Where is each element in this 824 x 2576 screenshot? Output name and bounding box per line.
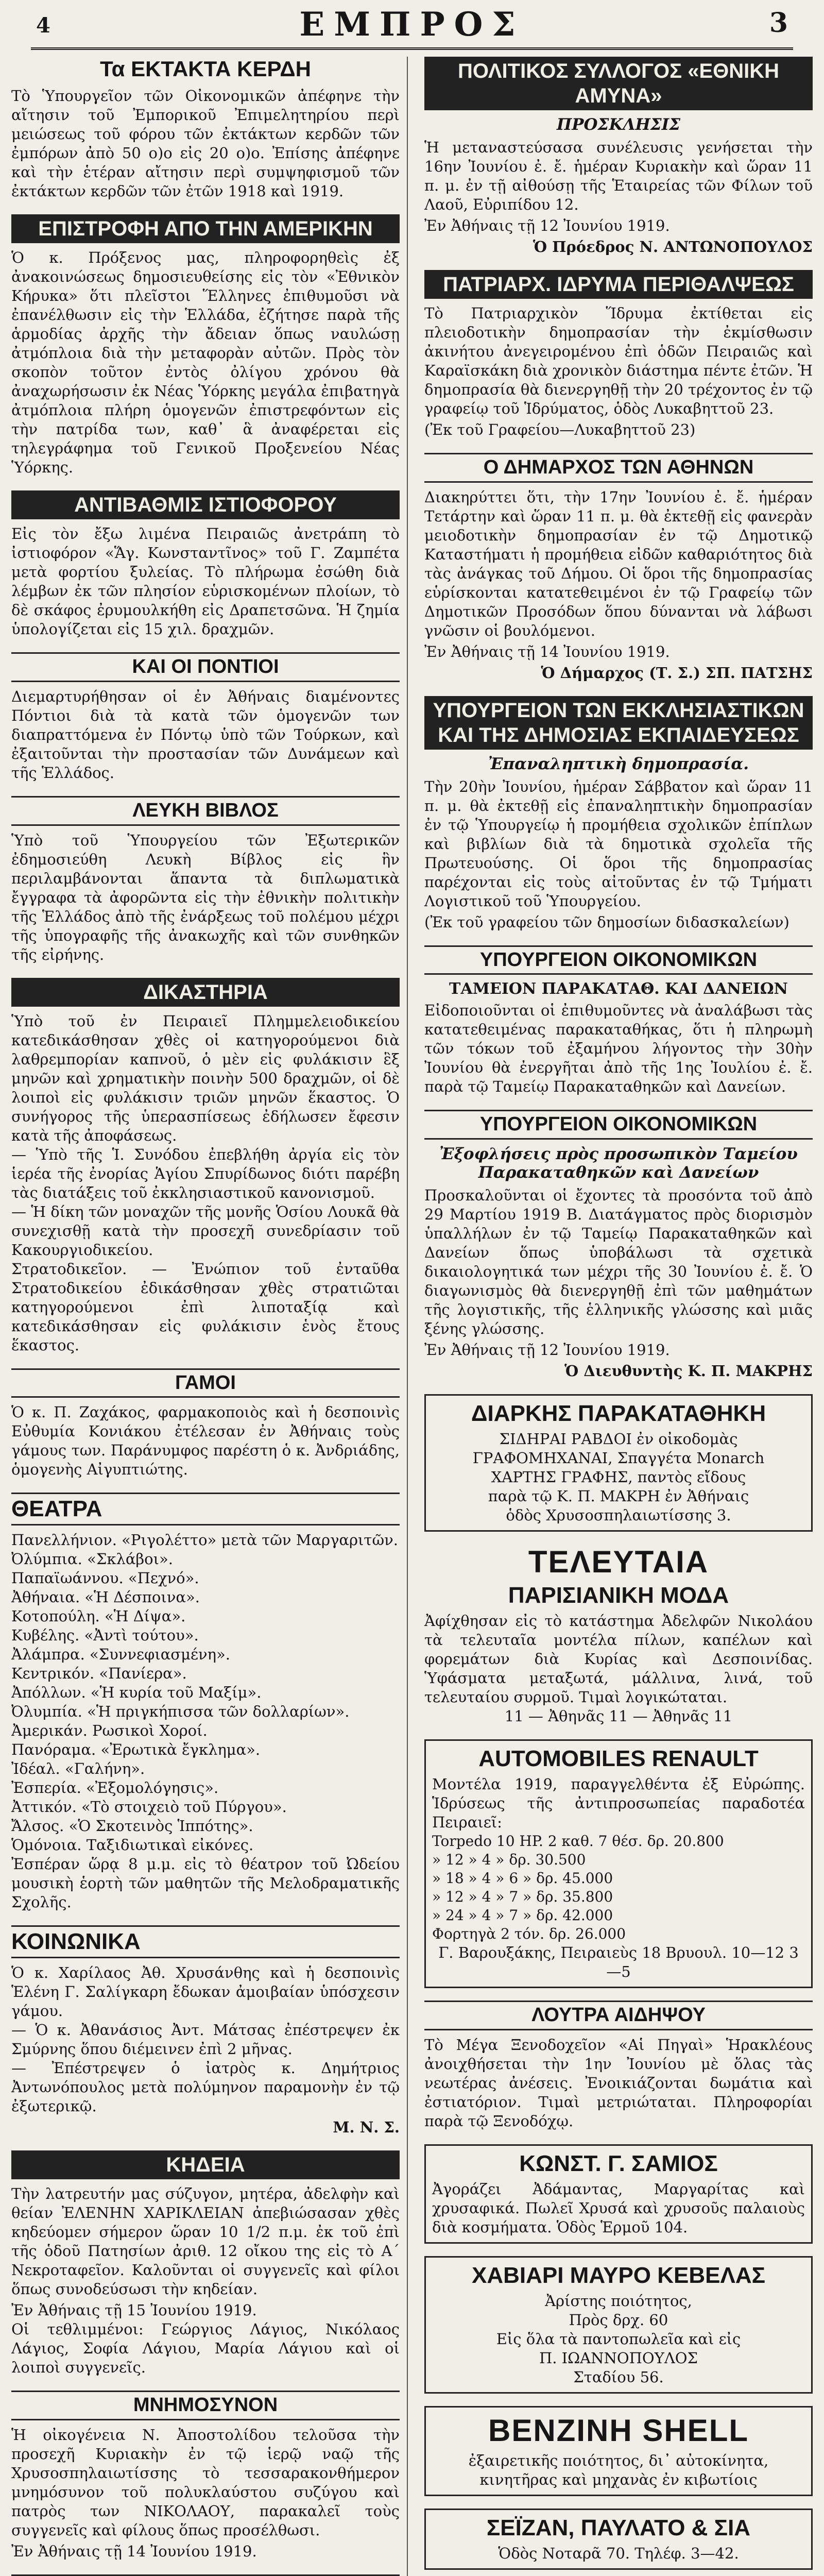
ad-benzin xyxy=(424,2406,813,2496)
list-item: Ἀττικόν. «Τὸ στοιχειὸ τοῦ Πύργου». xyxy=(11,1798,287,1816)
theatre-list xyxy=(11,1531,400,1855)
article-oikonomikon-1 xyxy=(424,945,813,1097)
signature-koinonika: Μ. Ν. Σ. xyxy=(333,2119,400,2137)
ad-title-xaviari: ΧΑΒΙΑΡΙ ΜΑΥΡΟ ΚΕΒΕΛΑΣ xyxy=(471,2262,766,2288)
article-koinonika xyxy=(11,1925,400,2137)
dateline-dimarxos: Ἐν Ἀθήναις τῇ 14 Ἰουνίου 1919. xyxy=(424,642,670,660)
ad-title-parakatathiki: ΔΙΑΡΚΗΣ ΠΑΡΑΚΑΤΑΘΗΚΗ xyxy=(471,1401,766,1427)
list-item: Ἀπόλλων. «Ἡ κυρία τοῦ Μαξίμ». xyxy=(11,1684,262,1702)
headline-gamoi: ΓΑΜΟΙ xyxy=(11,1368,400,1398)
headline-mnimosynon: ΜΝΗΜΟΣΥΝΟΝ xyxy=(11,2391,400,2420)
headline-loutra: ΛΟΥΤΡΑ ΑΙΔΗΨΟΥ xyxy=(424,2001,813,2030)
article-teleytaia xyxy=(424,1544,813,1726)
body-syllogos: Ἡ μεταναστεύσασα συνέλευσις γενήσεται τὴν 16ην Ἰουνίου ἐ. ἔ. ἡμέραν Κυριακὴν καὶ ὥραν 11 π. μ. ἐν τῇ αἰθούσῃ τῆς Ἑταιρείας τῶν Φίλων τοῦ Λαοῦ, Εὐριπίδου 12. xyxy=(424,139,813,213)
list-item: Ὀλύμπια. «Σκλάβοι». xyxy=(11,1550,173,1568)
body-kerdi: Τὸ Ὑπουργεῖον τῶν Οἰκονομικῶν ἀπέφηνε τὴν αἴτησιν τοῦ Ἐμπορικοῦ Ἐπιμελητηρίου περὶ μειώσεως τοῦ φόρου τῶν ἐκτάκτων κερδῶν τῶν ἐμπόρων ἀπὸ 50 ο)ο εἰς 20 ο)ο. Ἐπίσης ἀπέφηνε καὶ τὴν ἑτέραν αἴτησιν περὶ συμψηφισμοῦ τῶν ἐκτάκτων κερδῶν τῶν ἐτῶν 1918 καὶ 1919. xyxy=(11,87,400,200)
ad-line: ΧΑΡΤΗΣ ΓΡΑΦΗΣ, παντὸς εἴδους xyxy=(491,1468,746,1486)
price-list xyxy=(432,1832,805,1943)
body-dikastiria-4: Στρατοδικεῖον. — Ἐνώπιον τοῦ ἐνταῦθα Στρατοδικείου ἐδικάσθησαν χθὲς στρατιῶται κατηγορούμενοι ἐπὶ λιποταξίᾳ καὶ κατεδικάσθησαν εἰς φυλάκισιν ἑνὸς ἔτους ἕκαστος. xyxy=(11,1260,400,1354)
list-item: Ἄλσος. «Ὁ Σκοτεινὸς Ἱππότης». xyxy=(11,1817,253,1835)
subheadline-ypourgeio-paideias: Ἐπαναληπτικὴ δημοπρασία. xyxy=(488,754,749,773)
ad-title-renault: AUTOMOBILES RENAULT xyxy=(478,1746,759,1772)
ad-line: ὁδὸς Χρυσοσπηλαιωτίσσης 3. xyxy=(506,1506,731,1524)
list-item: Κοτοπούλη. «Ἡ Δίψα». xyxy=(11,1607,186,1625)
body-dikastiria-1: Ὑπὸ τοῦ ἐν Πειραιεῖ Πλημμελειοδικείου κατεδικάσθησαν χθὲς οἱ κατηγορούμενοι διὰ λαθρεμπορίαν καπνοῦ, ὁ μὲν εἰς φυλάκισιν ἓξ μηνῶν καὶ χρηματικὴν ποινὴν 500 δραχμῶν, οἱ δὲ λοιποὶ εἰς φυλάκισιν τριῶν μηνῶν ἕκαστος. Ὁ συνήγορος τῆς ὑπερασπίσεως ἐδήλωσεν ἔφεσιν κατὰ τῆς ἀποφάσεως. xyxy=(11,1012,400,1144)
ad-agent-renault: Γ. Βαρουξάκης, Πειραιεὺς 18 Βρυουλ. 10—12 3—5 xyxy=(438,1944,799,1981)
body-patriarchikon: Τὸ Πατριαρχικὸν Ἵδρυμα ἐκτίθεται εἰς πλειοδοτικὴν δημοπρασίαν τὴν ἐκμίσθωσιν ἀκινήτου ἀνεγειρομένου ἐπὶ ὁδῶν Πειραιῶς καὶ Καραϊσκάκη διὰ χρονικὸν διάστημα πέντε ἐτῶν. Ἡ δημοπρασία θὰ διενεργηθῇ τὴν 20 τρέχοντος ἐν τῷ γραφείῳ τοῦ Ἱδρύματος, ὁδὸς Λυκαβηττοῦ 23. xyxy=(424,304,813,417)
list-item: Ἀλάμπρα. «Συννεφιασμένη». xyxy=(11,1646,230,1664)
right-column xyxy=(416,57,813,2576)
ad-intro-renault: Μοντέλα 1919, παραγγελθέντα ἐξ Εὐρώπης. Ἱδρύσεως τῆς ἀντιπροσωπείας παραδοτέα Πειραιεῖ: xyxy=(432,1775,805,1832)
signature-dimarxos: Ὁ Δήμαρχος (Τ. Σ.) ΣΠ. ΠΑΤΣΗΣ xyxy=(541,664,813,682)
note-ypourgeio-paideias: (Ἐκ τοῦ γραφείου τῶν δημοσίων διδασκαλείων) xyxy=(424,913,789,931)
ad-body-samios: Ἀγοράζει Ἀδάμαντας, Μαργαρίτας καὶ χρυσαφικά. Πωλεῖ Χρυσά καὶ χρυσοῦς παλαιοὺς διὰ κοσμήματα. Ὁδὸς Ἑρμοῦ 104. xyxy=(432,2180,805,2236)
subheadline-syllogos: ΠΡΟΣΚΛΗΣΙΣ xyxy=(556,115,681,134)
body-koinonika-2: — Ὁ κ. Ἀθανάσιος Ἀντ. Μάτσας ἐπέστρεψεν ἐκ Σμύρνης ὅπου διέμεινεν ἐπὶ 2 μῆνας. xyxy=(11,2021,400,2058)
headline-theatra: ΘΕΑΤΡΑ xyxy=(11,1493,400,1526)
signature-oikonomikon-2: Ὁ Διευθυντὴς Κ. Π. ΜΑΚΡΗΣ xyxy=(564,1362,813,1380)
dateline-kideia: Ἐν Ἀθήναις τῇ 15 Ἰουνίου 1919. xyxy=(11,2301,257,2319)
body-america: Ὁ κ. Πρόξενος μας, πληροφορηθεὶς ἐξ ἀνακοινώσεως δημοσιευθείσης εἰς τὸν «Ἐθνικὸν Κήρυκα» ὅτι πλεῖστοι Ἕλληνες ἐπιθυμοῦσι νὰ ἐπανέλθωσιν εἰς τὴν Ἑλλάδα, ἐζήτησε παρὰ τῆς ἁρμοδίας ἀρχῆς τὴν ἄδειαν ὅπως ναυλώσῃ ἀτμόπλοια διὰ τὴν μεταφορὰν αὐτῶν. Πρὸς τὸν σκοπὸν τοῦτον ἐντὸς ὀλίγου χρόνου θὰ ἀναχωρήσωσιν ἐκ Νέας Ὑόρκης μεγάλα ἐπιβατηγὰ ἀτμόπλοια πλήρη ὁμογενῶν ἐπιστρεφόντων εἰς τὴν πατρίδα των, καθ᾽ ἃ ἀναφέρεται εἰς τηλεγράφημα τοῦ Γενικοῦ Προξενείου Νέας Ὑόρκης. xyxy=(11,249,400,477)
ad-line: Ὁδὸς Νοταρᾶ 70. Τηλέφ. 3—42. xyxy=(498,2544,739,2562)
headline-syllogos: ΠΟΛΙΤΙΚΟΣ ΣΥΛΛΟΓΟΣ «ΕΘΝΙΚΗ ΑΜΥΝΑ» xyxy=(424,57,813,110)
ad-parakatathiki xyxy=(424,1394,813,1532)
body-dikastiria-2: — Ὑπὸ τῆς Ἱ. Συνόδου ἐπεβλήθη ἀργία εἰς τὸν ἱερέα τῆς ἐνορίας Ἁγίου Σπυρίδωνος διότι παρέβη τὰς διατάξεις τοῦ ἐκκλησιαστικοῦ κανονισμοῦ. xyxy=(11,1145,400,1201)
ad-title-samios: ΚΩΝΣΤ. Γ. ΣΑΜΙΟΣ xyxy=(519,2150,718,2176)
list-item: Παπαϊωάννου. «Πεχνό». xyxy=(11,1569,199,1587)
body-pontioi: Διεμαρτυρήθησαν οἱ ἐν Ἀθήναις διαμένοντες Πόντιοι διὰ τὰ κατὰ τῶν ὁμογενῶν των διαπραττόμενα ἐν Πόντῳ ὑπὸ τῶν Τούρκων, καὶ ἐξαιτοῦνται τὴν προστασίαν τῶν Δυνάμεων καὶ τῆς Ἑλλάδος. xyxy=(11,687,400,782)
article-loutra xyxy=(424,2001,813,2131)
ad-line: ΣΙΔΗΡΑΙ ΡΑΒΔΟΙ ἐν οἰκοδομὰς xyxy=(499,1430,738,1448)
ad-line: ἐξαιρετικῆς ποιότητος, δι᾽ αὐτοκίνητα, κινητῆρας καὶ μηχανὰς ἐν κιβωτίοις xyxy=(468,2451,769,2488)
body-mnimosynon: Ἡ οἰκογένεια Ν. Ἀποστολίδου τελοῦσα τὴν προσεχῆ Κυριακὴν ἐν τῷ ἱερῷ ναῷ τῆς Χρυσοσπηλαιωτίσσης τὸ τεσσαρακονθήμερον μνημόσυνον τοῦ πολυκλαύστου συζύγου καὶ πατρὸς των ΝΙΚΟΛΑΟΥ, παρακαλεῖ τοὺς συγγενεῖς καὶ φίλους ὅπως προσέλθωσι. xyxy=(11,2426,400,2539)
ad-line: παρὰ τῷ Κ. Π. ΜΑΚΡΗ ἐν Ἀθήναις xyxy=(488,1487,749,1505)
subheadline-oikonomikon-1: ΤΑΜΕΙΟΝ ΠΑΡΑΚΑΤΑΘ. ΚΑΙ ΔΑΝΕΙΩΝ xyxy=(449,980,788,998)
body-vivlos: Ὑπὸ τοῦ Ὑπουργείου τῶν Ἐξωτερικῶν ἐδημοσιεύθη Λευκὴ Βίβλος εἰς ἣν περιλαμβάνονται ἅπαντα τὰ διπλωματικὰ ἔγγραφα τὰ ἀφορῶντα εἰς τὴν ἐθνικὴν πολιτικὴν τῆς Ἑλλάδος ἀπὸ τῆς ἐνάρξεως τοῦ πολέμου μέχρι τῆς ὑπογραφῆς τῆς ἀνακωχῆς καὶ τῶν συνθηκῶν τῆς εἰρήνης. xyxy=(11,831,400,963)
headline-dikastiria: ΔΙΚΑΣΤΗΡΙΑ xyxy=(11,978,400,1007)
body-kideia: Τὴν λατρευτήν μας σύζυγον, μητέρα, ἀδελφὴν καὶ θείαν ἘΛΕΝΗΝ ΧΑΡΙΚΛΕΙΑΝ ἀπεβιώσασαν χθὲς κηδεύομεν σήμερον ὥραν 10 1/2 π.μ. ἐκ τοῦ ἐπὶ τῆς ὁδοῦ Πατησίων ἀριθ. 12 οἴκου της εἰς τὸ Α΄ Νεκροταφεῖον. Καλοῦνται οἱ συγγενεῖς καὶ φίλοι ὅπως συνοδεύσωσι τὴν κηδείαν. xyxy=(11,2185,400,2298)
list-item: » 12 » 4 » 7 » δρ. 35.800 xyxy=(432,1888,613,1906)
article-oikonomikon-2 xyxy=(424,1110,813,1381)
list-item: Ὀλυμπία. «Ἡ πριγκήπισσα τῶν δολλαρίων». xyxy=(11,1703,350,1721)
headline-oikonomikon-2: ΥΠΟΥΡΓΕΙΟΝ ΟΙΚΟΝΟΜΙΚΩΝ xyxy=(424,1110,813,1140)
list-item: Φορτηγὰ 2 τόν. δρ. 26.000 xyxy=(432,1925,626,1943)
list-item: Πανόραμα. «Ἐρωτικὰ ἔγκλημα». xyxy=(11,1741,261,1759)
headline-oikonomikon-1: ΥΠΟΥΡΓΕΙΟΝ ΟΙΚΟΝΟΜΙΚΩΝ xyxy=(424,945,813,975)
article-kerdi xyxy=(11,57,400,201)
note-patriarchikon: (Ἐκ τοῦ Γραφείου—Λυκαβηττοῦ 23) xyxy=(424,421,696,438)
body-teleytaia: Ἀφίχθησαν εἰς τὸ κατάστημα Ἀδελφῶν Νικολάου τὰ τελευταῖα μοντέλα πίλων, καπέλων καὶ φορεμάτων διὰ Κυρίας καὶ Δεσποινίδας. Ὑφάσματα μεταξωτά, μάλλινα, λινά, τοῦ τελευταίου συρμοῦ. Τιμαὶ λογικώταται. xyxy=(424,1612,813,1706)
list-item: » 24 » 4 » 7 » δρ. 42.000 xyxy=(432,1907,613,1924)
ad-line: Ἀρίστης ποιότητος, xyxy=(545,2292,692,2310)
article-dikastiria xyxy=(11,978,400,1355)
body-gamoi: Ὁ κ. Π. Ζαχάκος, φαρμακοποιὸς καὶ ἡ δεσποινὶς Εὐθυμία Κονιάκου ἐτέλεσαν ἐν Ἀθήναις τοὺς γάμους των. Παράνυμφος παρέστη ὁ κ. Ἀνδριάδης, ὁμογενὴς Αἰγυπτιώτης. xyxy=(11,1403,400,1479)
theatre-note: Ἐσπέραν ὥρᾳ 8 μ.μ. εἰς τὸ θέατρον τοῦ Ὠδείου μουσικὴ ἑορτὴ τῶν μαθητῶν τῆς Μελοδραματικῆς Σχολῆς. xyxy=(11,1855,400,1911)
headline-america: ΕΠΙΣΤΡΟΦΗ ΑΠΟ ΤΗΝ ΑΜΕΡΙΚΗΝ xyxy=(11,214,400,243)
headline-kerdi: Τα ΕΚΤΑΚΤΑ ΚΕΡΔΗ xyxy=(100,57,311,81)
article-istiofoos xyxy=(11,490,400,639)
ad-line: ΓΡΑΦΟΜΗΧΑΝΑΙ, Σπαγγέτα Monarch xyxy=(472,1449,765,1467)
article-mnimosynon xyxy=(11,2391,400,2561)
list-item: Κυβέλης. «Ἀντὶ τούτου». xyxy=(11,1626,199,1645)
body-loutra: Τὸ Μέγα Ξενοδοχεῖον «Αἱ Πηγαὶ» Ἡρακλέους ἀνοιχθήσεται τὴν 1ην Ἰουνίου μὲ ὅλας τὰς νεωτέρας ἀνέσεις. Ἐνοικιάζονται δωμάτια καὶ ἐστιατόριον. Τιμαὶ μετριώταται. Πληροφορίαι παρὰ τῷ Ξενοδόχῳ. xyxy=(424,2036,813,2130)
body-istiofoos: Εἰς τὸν ἔξω λιμένα Πειραιῶς ἀνετράπη τὸ ἰστιοφόρον «Ἅγ. Κωνσταντῖνος» τοῦ Γ. Ζαμπέτα μετὰ φορτίου ξυλείας. Τὸ πλήρωμα ἐσώθη διὰ λέμβων ἐκ τῶν πλησίον εὑρισκομένων πλοίων, τὸ δὲ σκάφος ἐρυμουλκήθη εἰς Δραπετσῶνα. Ἡ ζημία ὑπολογίζεται εἰς 15 χιλ. δραχμῶν. xyxy=(11,525,400,638)
list-item: Πανελλήνιον. «Ριγολέττο» μετὰ τῶν Μαργαριτῶν. xyxy=(11,1531,398,1549)
headline-kideia: ΚΗΔΕΙΑ xyxy=(11,2150,400,2179)
article-pontioi xyxy=(11,652,400,783)
article-dimarxos xyxy=(424,453,813,683)
body-ypourgeio-paideias: Τὴν 20ὴν Ἰουνίου, ἡμέραν Σάββατον καὶ ὥραν 11 π. μ. θὰ ἐκτεθῇ εἰς ἐπαναληπτικὴν δημοπρασίαν ἐν τῷ Ὑπουργείῳ ἡ προμήθεια σχολικῶν ἐπίπλων καὶ βιβλίων διὰ τὰ δημοτικὰ σχολεῖα τῆς Πρωτευούσης. Οἱ ὅροι τῆς δημοπρασίας παρέχονται εἰς τοὺς αἰτοῦντας ἐν τῷ Τμήματι Λογιστικοῦ τοῦ Ὑπουργείου. xyxy=(424,777,813,910)
list-item: Κεντρικόν. «Πανίερα». xyxy=(11,1665,187,1683)
article-theatra xyxy=(11,1493,400,1912)
body-dikastiria-3: — Ἡ δίκη τῶν μοναχῶν τῆς μονῆς Ὁσίου Λουκᾶ θὰ συνεχισθῇ κατὰ τὴν προσεχῆ συνεδρίασιν τοῦ Κακουργιοδικείου. xyxy=(11,1202,400,1259)
list-item: Ἀθήναια. «Ἡ Δέσποινα». xyxy=(11,1588,200,1606)
address-teleytaia: 11 — Ἀθηνᾶς 11 — Ἀθηνᾶς 11 xyxy=(504,1707,733,1725)
article-gamoi xyxy=(11,1368,400,1480)
ad-title-benzin: BENZINH SHELL xyxy=(488,2413,749,2448)
headline-istiofoos: ΑΝΤΙΒΑΘΜΙΣ ΙΣΤΙΟΦΟΡΟΥ xyxy=(11,490,400,519)
dateline-mnimosynon: Ἐν Ἀθήναις τῇ 14 Ἰουνίου 1919. xyxy=(11,2543,257,2561)
left-column xyxy=(11,57,408,2576)
masthead xyxy=(31,0,793,50)
headline-pontioi: ΚΑΙ ΟΙ ΠΟΝΤΙΟΙ xyxy=(11,652,400,682)
mourners-kideia: Οἱ τεθλιμμένοι: Γεώργιος Λάγιος, Νικόλαος Λάγιος, Σοφία Λάγιου, Μαρία Λάγιου καὶ οἱ λοιποὶ συγγενεῖς. xyxy=(11,2320,400,2377)
ad-line: Εἰς ὅλα τὰ παντοπωλεῖα καὶ εἰς xyxy=(496,2330,741,2348)
dateline-syllogos: Ἐν Ἀθήναις τῇ 12 Ἰουνίου 1919. xyxy=(424,217,670,234)
headline-teleytaia: ΤΕΛΕΥΤΑΙΑ xyxy=(528,1545,709,1580)
headline-patriarchikon: ΠΑΤΡΙΑΡΧ. ΙΔΡΥΜΑ ΠΕΡΙΘΑΛΨΕΩΣ xyxy=(424,270,813,299)
article-patriarchikon xyxy=(424,270,813,439)
ad-xaviari xyxy=(424,2256,813,2394)
list-item: Ἰδέαλ. «Γαλήνη». xyxy=(11,1760,145,1778)
ad-line: Π. ΙΩΑΝΝΟΠΟΥΛΟΣ xyxy=(539,2349,698,2367)
headline-vivlos: ΛΕΥΚΗ ΒΙΒΛΟΣ xyxy=(11,796,400,826)
article-america xyxy=(11,214,400,477)
headline-dimarxos: Ο ΔΗΜΑΡΧΟΣ ΤΩΝ ΑΘΗΝΩΝ xyxy=(424,453,813,483)
body-dimarxos: Διακηρύττει ὅτι, τὴν 17ην Ἰουνίου ἐ. ἔ. ἡμέραν Τετάρτην καὶ ὥραν 11 π. μ. θὰ ἐκτεθῇ εἰς φανερὰν μειοδοτικὴν δημοπρασίαν ἐν τῷ Δημοτικῷ Καταστήματι ἡ προμήθεια εἰδῶν καθαριότητος διὰ τὰς ἀνάγκας τοῦ Δήμου. Οἱ ὅροι τῆς δημοπρασίας εὑρίσκονται κατατεθειμένοι ἐν τῷ Γραφείῳ τῶν Δημοτικῶν Προσόδων ὅπου δύνανται νὰ λάβωσι γνῶσιν οἱ βουλόμενοι. xyxy=(424,488,813,639)
signature-syllogos: Ὁ Πρόεδρος Ν. ΑΝΤΩΝΟΠΟΥΛΟΣ xyxy=(533,238,813,256)
body-oikonomikon-2: Προσκαλοῦνται οἱ ἔχοντες τὰ προσόντα τοῦ ἀπὸ 29 Μαρτίου 1919 Β. Διατάγματος πρὸς διορισμὸν ὑπαλλήλων ἐν τῷ Ταμείῳ Παρακαταθηκῶν καὶ Δανείων ὅπως ὑποβάλωσι τὰ σχετικὰ δικαιολογητικά των μέχρι τῆς 30 Ἰουνίου ἐ. ἔ. Ὁ διαγωνισμὸς θὰ διενεργηθῇ ἐπὶ τῶν μαθημάτων τῆς λογιστικῆς, τῆς ἑλληνικῆς γλώσσης καὶ μιᾶς ξένης γλώσσης. xyxy=(424,1187,813,1338)
ad-line: Πρὸς δρχ. 60 xyxy=(569,2311,668,2329)
ad-samios xyxy=(424,2144,813,2244)
subheadline-teleytaia: ΠΑΡΙΣΙΑΝΙΚΗ ΜΟΔΑ xyxy=(508,1583,729,1608)
body-koinonika-1: Ὁ κ. Χαρίλαος Ἀθ. Χρυσάνθης καὶ ἡ δεσποινὶς Ἑλένη Γ. Σαλίγκαρη ἔδωκαν ἀμοιβαίαν ὑπόσχεσιν γάμου. xyxy=(11,1964,400,2020)
headline-ypourgeio-paideias: ΥΠΟΥΡΓΕΙΟΝ ΤΩΝ ΕΚΚΛΗΣΙΑΣΤΙΚΩΝ ΚΑΙ ΤΗΣ ΔΗΜΟΣΙΑΣ ΕΚΠΑΙΔΕΥΣΕΩΣ xyxy=(424,696,813,750)
list-item: Torpedo 10 HP. 2 καθ. 7 θέσ. δρ. 20.800 xyxy=(432,1833,724,1850)
body-oikonomikon-1: Εἰδοποιοῦνται οἱ ἐπιθυμοῦντες νὰ ἀναλάβωσι τὰς κατατεθειμένας παρακαταθήκας, ὅτι ἡ πληρωμὴ τῶν τόκων τοῦ ἐξαμήνου λήγοντος τὴν 30ὴν Ἰουνίου θὰ ἐνεργῆται ἀπὸ τῆς 1ης Ἰουλίου ἐ. ἔ. παρὰ τῷ Ταμείῳ Παρακαταθηκῶν καὶ Δανείων. xyxy=(424,1002,813,1096)
newspaper-title: ΕΜΠΡΟΣ xyxy=(299,5,525,44)
article-ypourgeio-paideias xyxy=(424,696,813,932)
ad-renault xyxy=(424,1739,813,1988)
article-kideia xyxy=(11,2150,400,2377)
headline-koinonika: ΚΟΙΝΩΝΙΚΑ xyxy=(11,1925,400,1958)
ad-line: Σταδίου 56. xyxy=(573,2368,664,2386)
list-item: Ἀμερικάν. Ρωσικοὶ Χοροί. xyxy=(11,1722,208,1740)
dateline-oikonomikon-2: Ἐν Ἀθήναις τῇ 12 Ἰουνίου 1919. xyxy=(424,1341,670,1359)
ad-setzan xyxy=(424,2509,813,2570)
list-item: » 18 » 4 » 6 » δρ. 45.000 xyxy=(432,1870,613,1887)
body-koinonika-3: — Ἐπέστρεψεν ὁ ἰατρὸς κ. Δημήτριος Ἀντωνόπουλος μετὰ πολύμηνον παραμονὴν ἐν τῷ ἐξωτερικῷ. xyxy=(11,2059,400,2115)
article-syllogos xyxy=(424,57,813,257)
masthead-ornament: 3 xyxy=(769,7,788,39)
list-item: Ὁμόνοια. Ταξιδιωτικαὶ εἰκόνες. xyxy=(11,1836,254,1854)
page-number: 4 xyxy=(36,13,50,38)
list-item: » 12 » 4 » δρ. 30.500 xyxy=(432,1851,586,1869)
ad-title-setzan: ΣΕΪΖΑΝ, ΠΑΥΛΑΤΟ & ΣΙΑ xyxy=(486,2515,751,2540)
subheadline-oikonomikon-2: Ἐξοφλήσεις πρὸς προσωπικὸν Ταμείου Παρακαταθηκῶν καὶ Δανείων xyxy=(439,1145,798,1182)
list-item: Ἐσπερία. «Ἐξομολόγησις». xyxy=(11,1779,219,1797)
article-vivlos xyxy=(11,796,400,964)
